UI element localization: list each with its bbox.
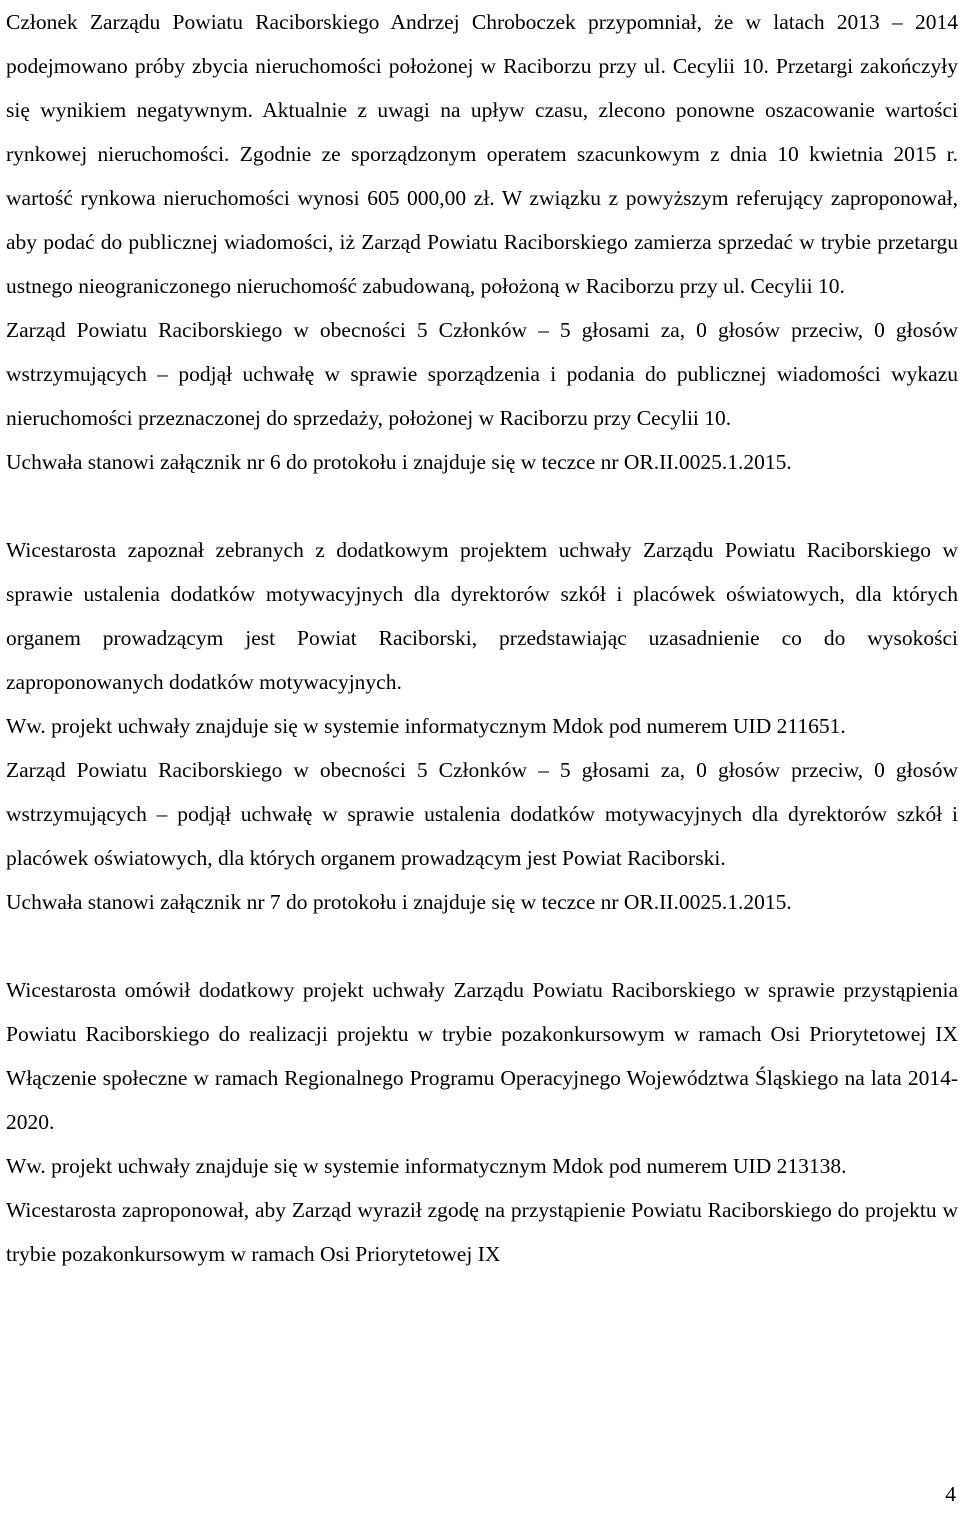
paragraph-accession-proposal: Wicestarosta zaproponował, aby Zarząd wyraził zgodę na przystąpienie Powiatu Raciborskiego do projektu w trybie pozakonkursowym w ramach Osi Priorytetowej IX: [6, 1198, 958, 1266]
paragraph-project-accession-intro: Wicestarosta omówił dodatkowy projekt uchwały Zarządu Powiatu Raciborskiego w sprawie przystąpienia Powiatu Raciborskiego do realizacji projektu w trybie pozakonkursowym w ramach Osi Priorytetowej IX Włączenie społeczne w ramach Regionalnego Programu Operacyjnego Województwa Śląskiego na lata 2014-2020.: [6, 978, 958, 1134]
paragraph-resolution-vote-1: Zarząd Powiatu Raciborskiego w obecności 5 Członków – 5 głosami za, 0 głosów przeciw, 0 głosów wstrzymujących – podjął uchwałę w sprawie sporządzenia i podania do publicznej wiadomości wykazu nieruchomości przeznaczonej do sprzedaży, położonej w Raciborzu przy Cecylii 10.: [6, 318, 958, 430]
paragraph-spacer: [6, 484, 958, 528]
paragraph-mdok-uid-211651: Ww. projekt uchwały znajduje się w systemie informatycznym Mdok pod numerem UID 211651.: [6, 714, 846, 738]
paragraph-resolution-vote-2: Zarząd Powiatu Raciborskiego w obecności 5 Członków – 5 głosami za, 0 głosów przeciw, 0 głosów wstrzymujących – podjął uchwałę w sprawie ustalenia dodatków motywacyjnych dla dyrektorów szkół i placówek oświatowych, dla których organem prowadzącym jest Powiat Raciborski.: [6, 758, 958, 870]
paragraph-property-sale-intro: Członek Zarządu Powiatu Raciborskiego Andrzej Chroboczek przypomniał, że w latach 2013 – 2014 podejmowano próby zbycia nieruchomości położonej w Raciborzu przy ul. Cecylii 10. Przetargi zakończyły się wynikiem negatywnym. Aktualnie z uwagi na upływ czasu, zlecono ponowne oszacowanie wartości rynkowej nieruchomości. Zgodnie ze sporządzonym operatem szacunkowym z dnia 10 kwietnia 2015 r. wartość rynkowa nieruchomości wynosi 605 000,00 zł. W związku z powyższym referujący zaproponował, aby podać do publicznej wiadomości, iż Zarząd Powiatu Raciborskiego zamierza sprzedać w trybie przetargu ustnego nieograniczonego nieruchomość zabudowaną, położoną w Raciborzu przy ul. Cecylii 10.: [6, 10, 958, 298]
document-page: [6, 0, 958, 1276]
paragraph-motivation-bonus-intro: Wicestarosta zapoznał zebranych z dodatkowym projektem uchwały Zarządu Powiatu Raciborskiego w sprawie ustalenia dodatków motywacyjnych dla dyrektorów szkół i placówek oświatowych, dla których organem prowadzącym jest Powiat Raciborski, przedstawiając uzasadnienie co do wysokości zaproponowanych dodatków motywacyjnych.: [6, 538, 958, 694]
paragraph-spacer: [6, 924, 958, 968]
paragraph-mdok-uid-213138: Ww. projekt uchwały znajduje się w systemie informatycznym Mdok pod numerem UID 213138.: [6, 1154, 847, 1178]
paragraph-resolution-attachment-7: Uchwała stanowi załącznik nr 7 do protokołu i znajduje się w teczce nr OR.II.0025.1.2015.: [6, 890, 792, 914]
page-number: 4: [945, 1482, 956, 1506]
paragraph-resolution-attachment-6: Uchwała stanowi załącznik nr 6 do protokołu i znajduje się w teczce nr OR.II.0025.1.2015.: [6, 450, 792, 474]
